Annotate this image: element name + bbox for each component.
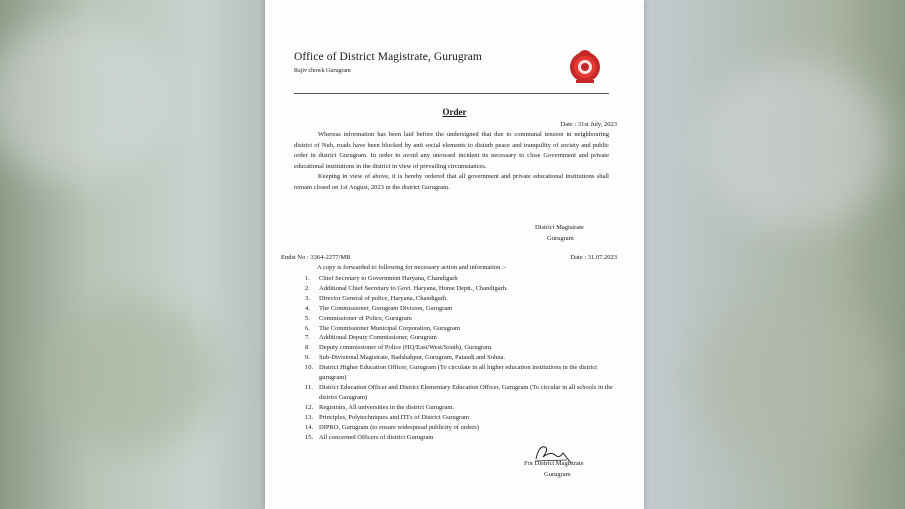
list-item: 9. Sub-Divisional Magistrate, Badshahpur, Gurugram, Pataudi and Sohna.	[305, 354, 506, 362]
list-item: 12. Registrars, All universities in the district Gurugram.	[305, 403, 455, 411]
office-title: Office of District Magistrate, Gurugram	[294, 51, 482, 63]
order-document	[265, 0, 644, 509]
list-item: 11. District Education Officer and District Elementary Education Officer, Gurugram (To circular in all schools in the district Guragram)	[305, 383, 613, 401]
signatory-place: Gurugram	[547, 234, 574, 242]
background-blur	[690, 300, 890, 460]
sign-off-block	[524, 459, 584, 480]
order-paragraph: Keeping in view of above, it is hereby ordered that all government and private educational institutions shall remain closed on 1st August, 2023 in the district Gurugram.	[294, 173, 609, 191]
header-divider	[294, 93, 609, 94]
endorsement-number: Endst No : 3364-2277/MB	[281, 254, 351, 261]
list-item: 3. Director General of police, Haryana, Chandigarh.	[305, 294, 448, 302]
list-item: 15. All concerned Officers of district Gurugram	[305, 433, 434, 441]
list-item: 5. Commissioner of Police, Gurugram	[305, 314, 412, 322]
order-paragraph: Whereas information has been laid before the undersigned that due to communal tension in neighbouring district of Nuh, roads have been blocked by anti social elements to disturb peace and tranquility of society and public order in district Gurugram. In order to avoid any unoward incident its necessary to close Government and private educational institutions in the district in view of prevailing circumstances.	[294, 131, 609, 170]
background-blur	[0, 20, 170, 180]
signatory-block	[535, 223, 584, 244]
copy-forward-line: A copy is forwarded to following for necessary action and information :-	[317, 264, 506, 271]
list-item: 8. Deputy commissioner of Police (HQ/East/West/South), Gurugram.	[305, 344, 493, 352]
list-item: 6. The Commissioner Municipal Corporation, Gurugram	[305, 324, 460, 332]
list-item: 14. DIPRO, Gurugram (to ensure widespread publicity of orders)	[305, 423, 479, 431]
order-date: Date : 31st July, 2023	[560, 121, 617, 128]
list-item: 1. Chief Secretary to Government Haryana, Chandigarh	[305, 275, 458, 282]
office-address: Rajiv chowk Gurugram	[294, 68, 351, 74]
sign-off-place: Gurugram	[544, 470, 571, 478]
list-item: 13. Principles, Polytechniques and ITI's of District Gurugram	[305, 413, 470, 421]
background-blur	[40, 300, 220, 450]
background-blur	[700, 60, 890, 230]
signatory-title: District Magistrate	[535, 224, 584, 231]
haryana-emblem-icon	[567, 47, 603, 85]
order-heading: Order	[442, 107, 467, 117]
recipient-list	[305, 274, 615, 442]
endorsement-date: Date : 31.07.2023	[570, 254, 617, 261]
sign-off-title: For District Magistrate	[524, 460, 584, 467]
order-body	[294, 130, 609, 194]
list-item: 7. Additional Deputy Commissioner, Gurugram	[305, 334, 437, 342]
list-item: 4. The Commissioner, Gurugram Division, Gurugram	[305, 304, 453, 312]
list-item: 10. District Higher Education Officer, Gurugram (To circulate in all higher education institutions in the district gurugram)	[305, 364, 598, 382]
list-item: 2. Additional Chief Secretary to Govt. Haryana, Home Deptt., Chandigarh.	[305, 284, 508, 292]
